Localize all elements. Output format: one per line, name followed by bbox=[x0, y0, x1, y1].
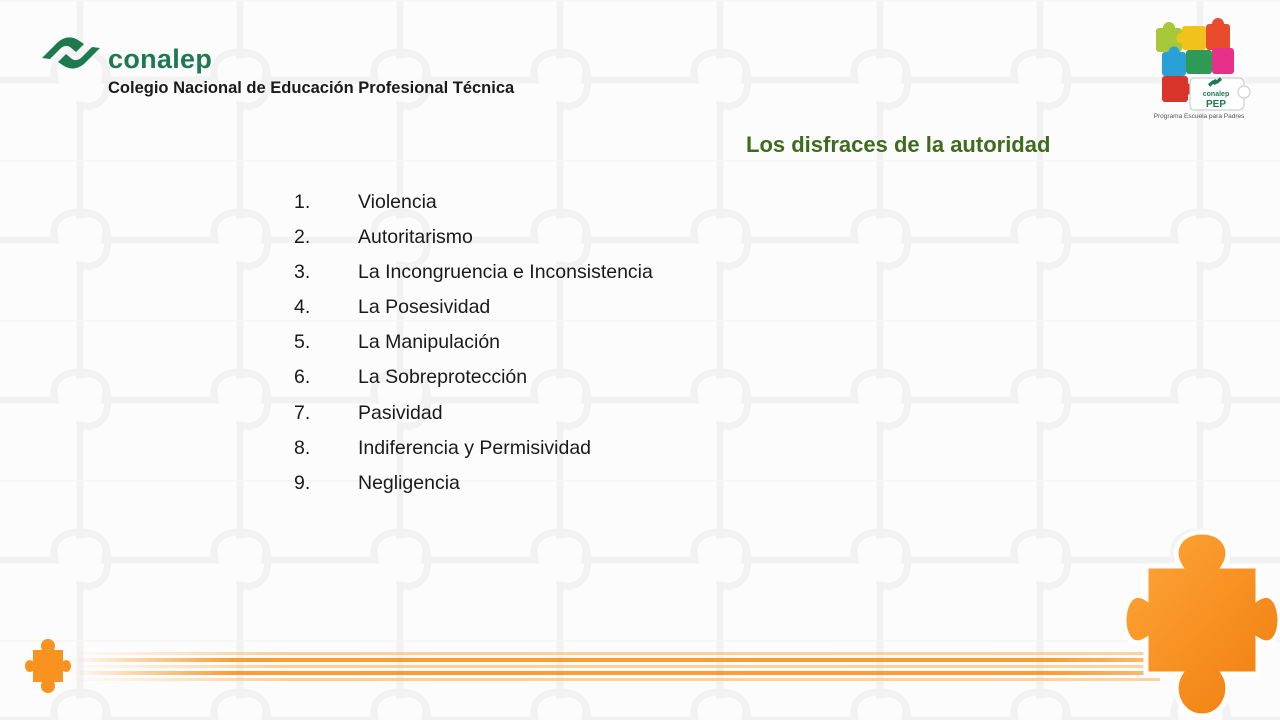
list-item-text: Pasividad bbox=[358, 401, 443, 424]
conalep-logo bbox=[38, 30, 548, 105]
logo-subtitle: Colegio Nacional de Educación Profesional Técnica bbox=[108, 79, 515, 97]
list-item-number: 8. bbox=[294, 436, 311, 459]
slide-title: Los disfraces de la autoridad bbox=[746, 132, 1051, 157]
pep-badge-label: PEP bbox=[1205, 99, 1227, 110]
list-item-text: Negligencia bbox=[358, 471, 460, 494]
pep-badge-text: conalep bbox=[1202, 91, 1230, 98]
list-item-number: 3. bbox=[294, 261, 311, 284]
conalep-logo-mark-icon bbox=[38, 32, 104, 76]
list-item-number: 9. bbox=[294, 471, 311, 494]
list-item-number: 7. bbox=[294, 401, 311, 424]
pep-puzzle-logo-icon bbox=[1146, 14, 1252, 124]
list-item-number: 6. bbox=[294, 366, 311, 389]
list-item-text: Autoritarismo bbox=[358, 226, 473, 249]
list-item-text: Violencia bbox=[358, 191, 437, 213]
logo-name: conalep bbox=[108, 44, 213, 74]
list-item-text: La Manipulación bbox=[358, 331, 501, 354]
list-item-number: 2. bbox=[294, 226, 311, 249]
list-item-text: La Sobreprotección bbox=[358, 366, 528, 389]
puzzle-piece-small-icon bbox=[25, 636, 71, 696]
list-item-number: 5. bbox=[294, 331, 311, 354]
list-item-number: 4. bbox=[294, 296, 311, 319]
list-item-text: Indiferencia y Permisividad bbox=[358, 436, 592, 459]
orange-stripes-decoration bbox=[70, 650, 1160, 684]
puzzle-piece-large-icon bbox=[1124, 526, 1280, 720]
list-item-text: La Incongruencia e Inconsistencia bbox=[358, 261, 653, 284]
pep-caption: Programa Escuela para Padres bbox=[1153, 113, 1245, 120]
list-item-text: La Posesividad bbox=[358, 296, 491, 319]
list-item-number: 1. bbox=[294, 191, 311, 213]
